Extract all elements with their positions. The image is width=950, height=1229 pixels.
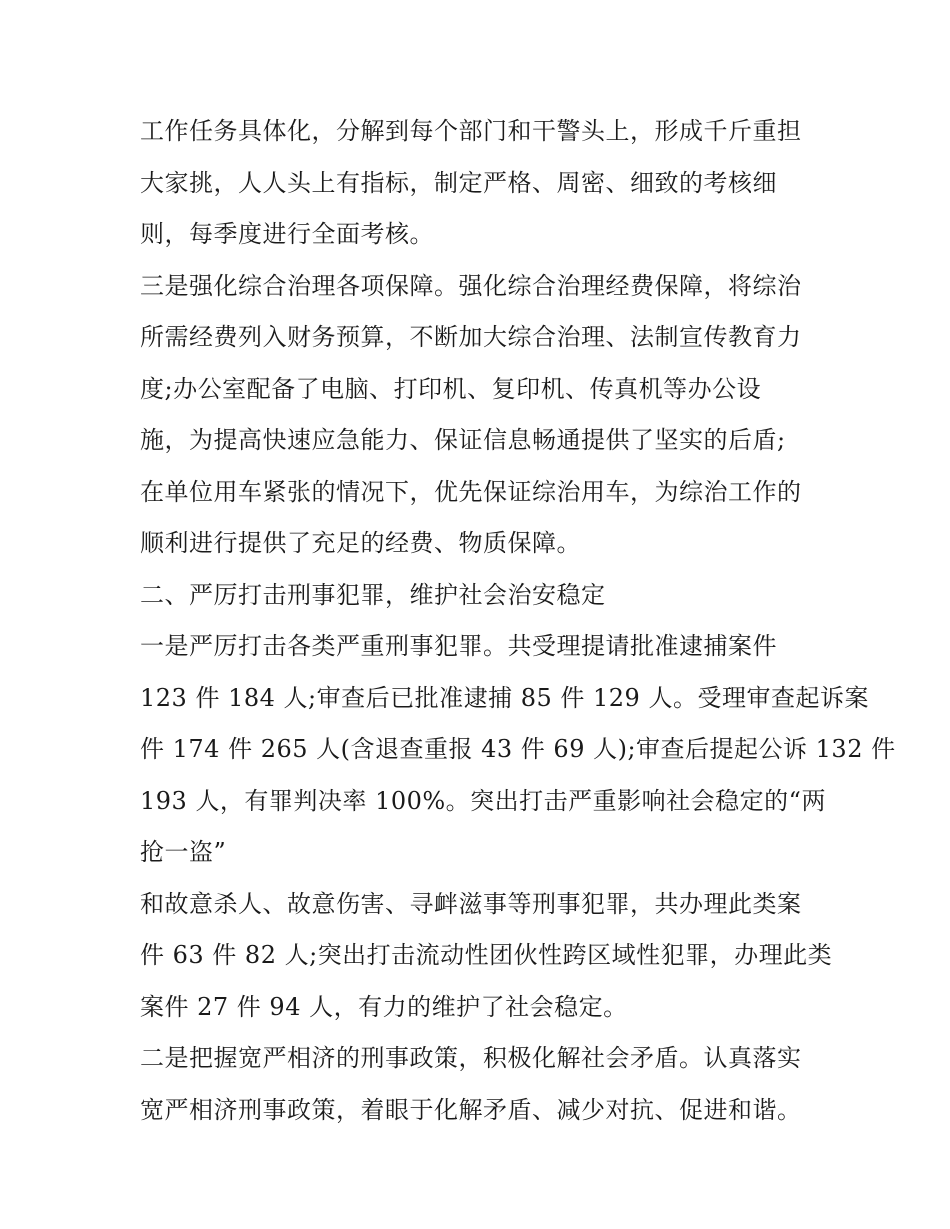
text-line: 施，为提高快速应急能力、保证信息畅通提供了坚实的后盾; [140,426,786,454]
text-line: 大家挑，人人头上有指标，制定严格、周密、细致的考核细 [140,168,777,197]
text-line: 三是强化综合治理各项保障。强化综合治理经费保障，将综治 [140,271,802,300]
text-line: 工作任务具体化，分解到每个部门和干警头上，形成千斤重担 [140,117,802,145]
text-line: 宽严相济刑事政策，着眼于化解矛盾、减少对抗、促进和谐。 [140,1095,802,1124]
text-line: 则，每季度进行全面考核。 [140,220,434,248]
text-line: 度;办公室配备了电脑、打印机、复印机、传真机等办公设 [140,374,762,403]
text-line: 和故意杀人、故意伤害、寻衅滋事等刑事犯罪，共办理此类案 [140,889,802,918]
text-line: 193 人，有罪判决率 100%。突出打击严重影响社会稳定的“两 [140,786,826,815]
text-line: 所需经费列入财务预算，不断加大综合治理、法制宣传教育力 [140,323,802,351]
text-line: 案件 27 件 94 人，有力的维护了社会稳定。 [140,992,628,1021]
section-heading: 二、严厉打击刑事犯罪，维护社会治安稳定 [140,580,606,609]
text-line: 件 63 件 82 人;突出打击流动性团伙性跨区域性犯罪，办理此类 [140,941,833,969]
document-body [140,106,896,1136]
text-line: 顺利进行提供了充足的经费、物质保障。 [140,529,581,557]
text-line: 件 174 件 265 人(含退查重报 43 件 69 人);审查后提起公诉 132 件 [140,735,896,763]
text-line: 在单位用车紧张的情况下，优先保证综治用车，为综治工作的 [140,477,802,506]
text-line: 一是严厉打击各类严重刑事犯罪。共受理提请批准逮捕案件 [140,632,777,660]
text-line: 123 件 184 人;审查后已批准逮捕 85 件 129 人。受理审查起诉案 [140,683,869,712]
text-line: 二是把握宽严相济的刑事政策，积极化解社会矛盾。认真落实 [140,1044,802,1072]
text-line: 抢一盗” [140,838,227,866]
